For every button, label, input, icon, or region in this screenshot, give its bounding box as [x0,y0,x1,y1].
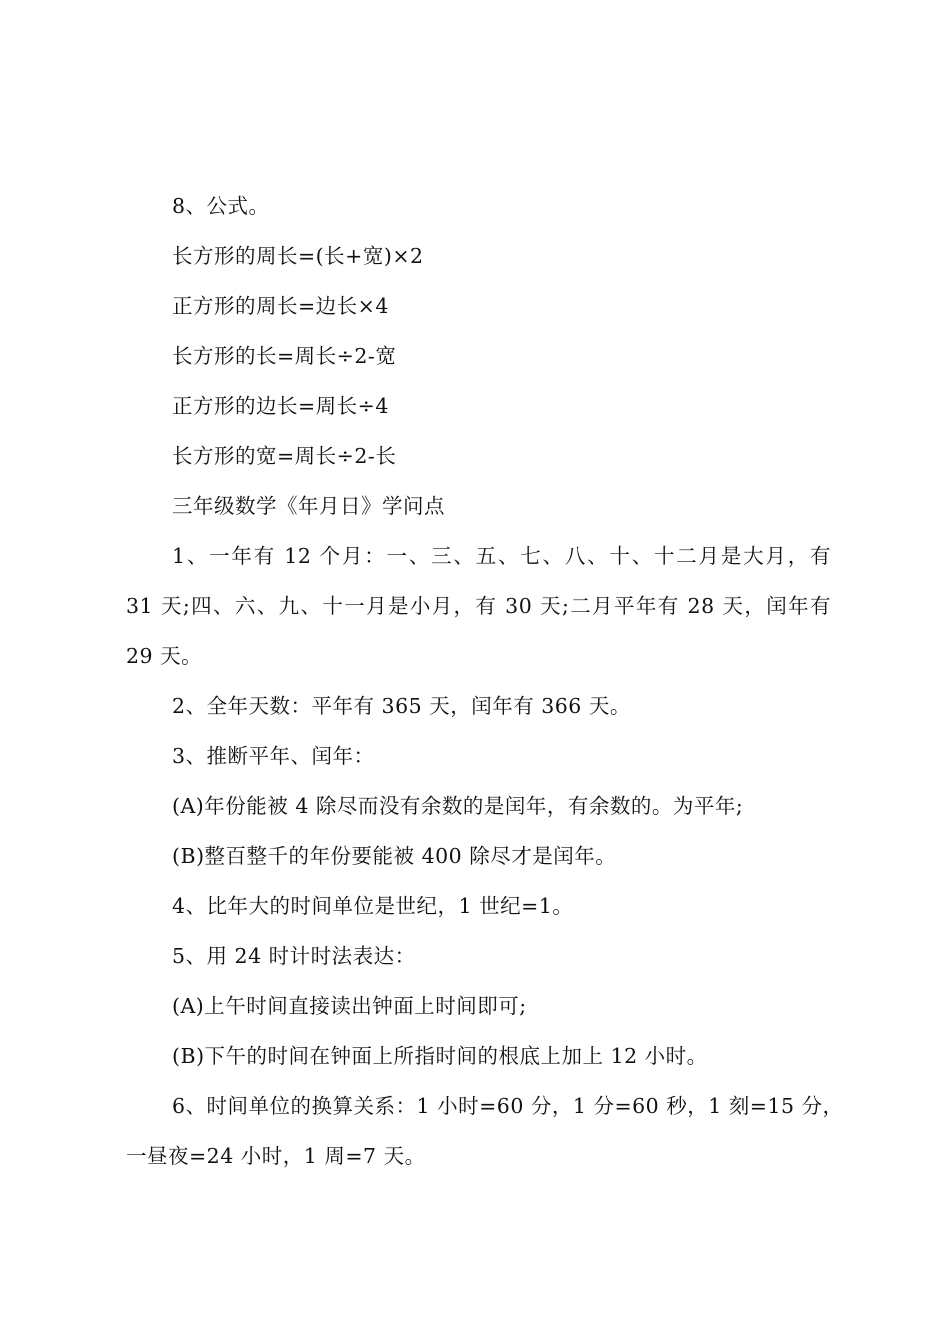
para6-line2: 一昼夜=24 小时，1 周=7 天。 [126,1144,426,1168]
para3-heading: 3、推断平年、闰年： [172,744,375,768]
formula-heading: 8、公式。 [172,194,270,218]
para1-line1: 1、一年有 12 个月：一、三、五、七、八、十、十二月是大月，有 [172,544,831,568]
formula-rect-perimeter: 长方形的周长=(长+宽)×2 [172,244,424,268]
para1-line3: 29 天。 [126,644,203,668]
para1-line2: 31 天;四、六、九、十一月是小月，有 30 天;二月平年有 28 天，闰年有 [126,594,831,618]
para3-item-b: (B)整百整千的年份要能被 400 除尽才是闰年。 [172,844,617,868]
formula-square-side: 正方形的边长=周长÷4 [172,394,389,418]
formula-rect-width: 长方形的宽=周长÷2-长 [172,444,397,468]
para2: 2、全年天数：平年有 365 天，闰年有 366 天。 [172,694,631,718]
para5-item-a: (A)上午时间直接读出钟面上时间即可; [172,994,527,1018]
para5-heading: 5、用 24 时计时法表达： [172,944,416,968]
para3-item-a: (A)年份能被 4 除尽而没有余数的是闰年，有余数的。为平年; [172,794,744,818]
para5-item-b: (B)下午的时间在钟面上所指时间的根底上加上 12 小时。 [172,1044,708,1068]
section-title: 三年级数学《年月日》学问点 [172,494,445,518]
formula-rect-length: 长方形的长=周长÷2-宽 [172,344,397,368]
para6-line1: 6、时间单位的换算关系：1 小时=60 分，1 分=60 秒，1 刻=15 分， [172,1094,844,1118]
para4: 4、比年大的时间单位是世纪，1 世纪=1。 [172,894,574,918]
formula-square-perimeter: 正方形的周长=边长×4 [172,294,389,318]
